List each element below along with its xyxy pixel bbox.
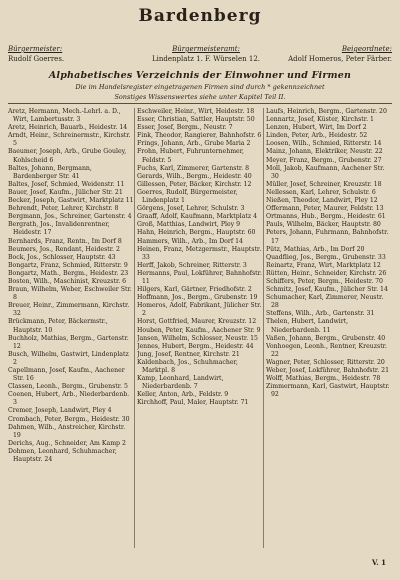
directory-entry: Frings, Johann, Arb., Grube Maria 2 (137, 140, 251, 148)
directory-entry: Schmitz, Josef, Kaufm., Jülicher Str. 14 (266, 286, 388, 294)
column-divider (134, 108, 135, 548)
directory-entry: Offermann, Peter, Maurer, Feldstr. 13 (266, 205, 384, 213)
directory-entry: Hilgers, Karl, Gärtner, Friedhofstr. 2 (137, 286, 252, 294)
directory-entry: Gerards, Wilh., Bergm., Heidestr. 40 (137, 172, 252, 180)
page-marker: V. 1 (372, 558, 386, 567)
directory-entry: Eschweiler, Heinr., Wirt, Heidestr. 18 (137, 108, 255, 115)
directory-entry: Jansen, Wilhelm, Schlosser, Neustr. 15 (137, 334, 258, 342)
directory-entry: Fink, Theodor, Rangierer, Bahnhofstr. 6 (137, 132, 262, 140)
register-note: Die im Handelsregister eingetragenen Firmen sind durch * gekennzeichnet (75, 83, 325, 91)
directory-entry: Arndt, Heinr., Schreinermstr., Kirchstr. 5 (8, 132, 131, 148)
directory-entry: Müller, Josef, Schreiner, Kreuzstr. 18 (266, 180, 382, 188)
directory-entry: Linden, Peter, Arb., Heidestr. 52 (266, 132, 368, 140)
official-office (126, 44, 286, 64)
directory-entry: Dahmen, Wilh., Anstreicher, Kirchstr. 19 (8, 423, 126, 439)
directory-entry: Hoffmann, Jos., Bergm., Grubenstr. 19 (137, 294, 258, 302)
directory-entry: Groß, Matthias, Landwirt, Pley 9 (137, 221, 241, 229)
directory-entry: Bernhards, Franz, Rentn., Im Dorf 8 (8, 237, 122, 245)
directory-entry: Kamp, Leonhard, Landwirt, Niederbardenb. 7 (137, 375, 224, 391)
official-mayor (8, 44, 64, 64)
directory-entry: Baltes, Josef, Schmied, Weidenstr. 11 (8, 180, 125, 188)
directory-entry: Esser, Josef, Bergm., Neustr. 7 (137, 124, 233, 132)
officials-row (8, 44, 392, 66)
directory-entry: Breuer, Heinr., Zimmermann, Kirchstr. 32 (8, 302, 130, 318)
directory-entry: Busch, Wilhelm, Gastwirt, Lindenplatz 2 (8, 350, 129, 366)
directory-entry: Nießen, Theodor, Landwirt, Pley 12 (266, 197, 378, 205)
directory-entry: Bongartz, Math., Bergm., Heidestr. 23 (8, 269, 129, 277)
directory-entry: Baltes, Johann, Bergmann, Bardenberger Str. 41 (8, 164, 92, 180)
directory-entry: Fuchs, Karl, Zimmerer, Gartenstr. 8 (137, 164, 250, 172)
directory-entry: Bock, Jos., Schlosser, Hauptstr. 43 (8, 253, 116, 261)
directory-entry: Brückmann, Peter, Bäckermstr., Hauptstr. 10 (8, 318, 108, 334)
directory-entry: Thelen, Hubert, Landwirt, Niederbardenb. 11 (266, 318, 349, 334)
directory-entry: Kirchhoff, Paul, Maler, Hauptstr. 71 (137, 399, 249, 407)
directory-entry: Beumers, Jos., Rendant, Heidestr. 2 (8, 245, 120, 253)
entries-column-2 (137, 108, 263, 548)
directory-entry: Bauer, Josef, Kaufm., Jülicher Str. 21 (8, 188, 123, 196)
official-name: Adolf Homeros, Peter Färber. (288, 55, 392, 63)
directory-entry: Cremer, Joseph, Landwirt, Pley 4 (8, 407, 112, 415)
directory-entry: Baeumer, Joseph, Arb., Grube Gouley, Kohlscheid 6 (8, 148, 127, 164)
directory-entry: Steffens, Wilh., Arb., Gartenstr. 31 (266, 310, 375, 318)
directory-entry: Peters, Johann, Fuhrmann, Bahnhofstr. 17 (266, 229, 389, 245)
directory-entry: Laufs, Heinrich, Bergm., Gartenstr. 20 (266, 108, 387, 115)
directory-entry: Lenzen, Hubert, Wirt, Im Dorf 2 (266, 124, 367, 132)
directory-entry: Hahn, Heinrich, Bergm., Hauptstr. 60 (137, 229, 256, 237)
directory-entry: Crombach, Peter, Bergm., Heidestr. 30 (8, 415, 130, 423)
directory-entry: Schumacher, Karl, Zimmerer, Neustr. 28 (266, 294, 384, 310)
directory-entry: Vonhoegen, Leonh., Rentner, Kreuzstr. 22 (266, 342, 387, 358)
directory-entry: Hermanns, Paul, Lokführer, Bahnhofstr. 11 (137, 269, 262, 285)
directory-entry: Becker, Joseph, Gastwirt, Marktplatz 11 (8, 197, 134, 205)
directory-entry: Jennes, Hubert, Bergm., Heidestr. 44 (137, 342, 254, 350)
directory-entry: Moll, Jakob, Kaufmann, Aachener Str. 30 (266, 164, 385, 180)
official-name: Lindenplatz 1. F. Würselen 12. (151, 55, 260, 63)
directory-entry: Dohmen, Leonhard, Schuhmacher, Hauptstr. 24 (8, 447, 117, 464)
directory-entry: Schiffers, Peter, Bergm., Heidestr. 70 (266, 277, 383, 285)
directory-entry: Weber, Josef, Lokführer, Bahnhofstr. 21 (266, 367, 390, 374)
directory-entry: Bosten, Wilh., Maschinist, Kreuzstr. 6 (8, 277, 127, 285)
directory-entry: Mainz, Johann, Elektriker, Neustr. 22 (266, 148, 383, 156)
reference-note: Sonstiges Wissenswertes siehe unter Kapitel Teil II. (114, 93, 286, 101)
entries-column-3 (266, 108, 392, 548)
directory-entry: Capellmann, Josef, Kaufm., Aachener Str. 16 (8, 367, 125, 383)
directory-entry: Bergmann, Jos., Schreiner, Gartenstr. 4 (8, 213, 132, 221)
directory-entry: Frohn, Hubert, Fuhrunternehmer, Feldstr. 5 (137, 148, 244, 164)
directory-entry: Pauls, Wilhelm, Bäcker, Hauptstr. 80 (266, 221, 381, 229)
directory-entry: Reinartz, Franz, Wirt, Marktplatz 12 (266, 261, 381, 269)
directory-heading: Alphabetisches Verzeichnis der Einwohner und Firmen (48, 70, 352, 81)
directory-entry: Zimmermann, Karl, Gastwirt, Hauptstr. 92 (266, 383, 390, 399)
directory-entry: Aretz, Hermann, Mech.-Lehrl. a. D., Wirt, Lambertusstr. 3 (8, 108, 121, 124)
directory-entry: Wolff, Mathias, Bergm., Heidestr. 78 (266, 375, 381, 383)
directory-entry: Meyer, Franz, Bergm., Grubenstr. 27 (266, 156, 382, 164)
entries-column-1 (8, 108, 134, 548)
directory-entry: Horst, Gottfried, Maurer, Kreuzstr. 12 (137, 318, 257, 326)
directory-entry: Ortmanns, Hub., Bergm., Heidestr. 61 (266, 213, 386, 221)
directory-entry: Gillessen, Peter, Bäcker, Kirchstr. 12 (137, 180, 252, 188)
directory-entry: Hammers, Wilh., Arb., Im Dorf 14 (137, 237, 243, 245)
directory-entry: Görgens, Josef, Lehrer, Schulstr. 3 (137, 205, 245, 213)
directory-entry: Coenen, Hubert, Arb., Niederbardenb. 3 (8, 391, 130, 407)
official-role: Bürgermeisteramt: (172, 45, 240, 53)
directory-entry: Graaff, Adolf, Kaufmann, Marktplatz 4 (137, 213, 258, 221)
header-rule (8, 103, 392, 104)
directory-entry: Homeros, Adolf, Fabrikant, Jülicher Str. 2 (137, 302, 262, 318)
directory-entry: Quadflieg, Jos., Bergm., Grubenstr. 33 (266, 253, 386, 261)
directory-entry: Behrendt, Peter, Lehrer, Kirchstr. 8 (8, 205, 119, 213)
directory-entry: Jung, Josef, Rentner, Kirchstr. 21 (137, 350, 240, 358)
directory-entry: Keller, Anton, Arb., Feldstr. 9 (137, 391, 229, 399)
directory-entry: Houben, Peter, Kaufm., Aachener Str. 9 (137, 326, 261, 334)
official-deputies (288, 44, 392, 64)
official-role: Bürgermeister: (8, 45, 63, 53)
directory-entry: Loosen, Wilh., Schmied, Ritterstr. 14 (266, 140, 382, 148)
column-divider (263, 108, 264, 548)
directory-entry: Heinen, Franz, Metzgermstr., Hauptstr. 33 (137, 245, 262, 261)
directory-entry: Braun, Wilhelm, Weber, Eschweiler Str. 8 (8, 286, 132, 302)
directory-entry: Bergrath, Jos., Invalidenrentner, Heidestr. 17 (8, 221, 110, 237)
directory-entry: Pütz, Mathias, Arb., Im Dorf 20 (266, 245, 365, 253)
official-name: Rudolf Goerres. (8, 55, 65, 63)
directory-entry: Classen, Leonh., Bergm., Grubenstr. 5 (8, 383, 128, 391)
directory-entry: Kaldenbach, Jos., Schuhmacher, Marktpl. 8 (137, 358, 238, 374)
directory-entry: Bongartz, Franz, Schmied, Ritterstr. 9 (8, 261, 128, 269)
official-role: Beigeordnete: (341, 45, 392, 53)
directory-entry: Vaßen, Johann, Bergm., Grubenstr. 40 (266, 334, 386, 342)
directory-entry: Rütten, Heinr., Schneider, Kirchstr. 26 (266, 269, 387, 277)
directory-entry: Wagner, Peter, Schlosser, Ritterstr. 20 (266, 358, 385, 366)
page-title: Bardenberg (138, 6, 262, 26)
directory-entry: Buchholz, Mathias, Bergm., Gartenstr. 12 (8, 334, 129, 350)
directory-entry: Nellessen, Karl, Lehrer, Schulstr. 6 (266, 188, 376, 196)
directory-entry: Goerres, Rudolf, Bürgermeister, Lindenplatz 1 (137, 188, 238, 205)
directory-entry: Derichs, Aug., Schneider, Am Kamp 2 (8, 439, 126, 447)
directory-entry: Lennartz, Josef, Küster, Kirchstr. 1 (266, 116, 374, 124)
directory-entry: Esser, Christian, Sattler, Hauptstr. 50 (137, 116, 255, 124)
directory-entry: Herff, Jakob, Schreiner, Ritterstr. 3 (137, 261, 247, 269)
directory-entry: Aretz, Heinrich, Bauarb., Heidestr. 14 (8, 124, 128, 132)
